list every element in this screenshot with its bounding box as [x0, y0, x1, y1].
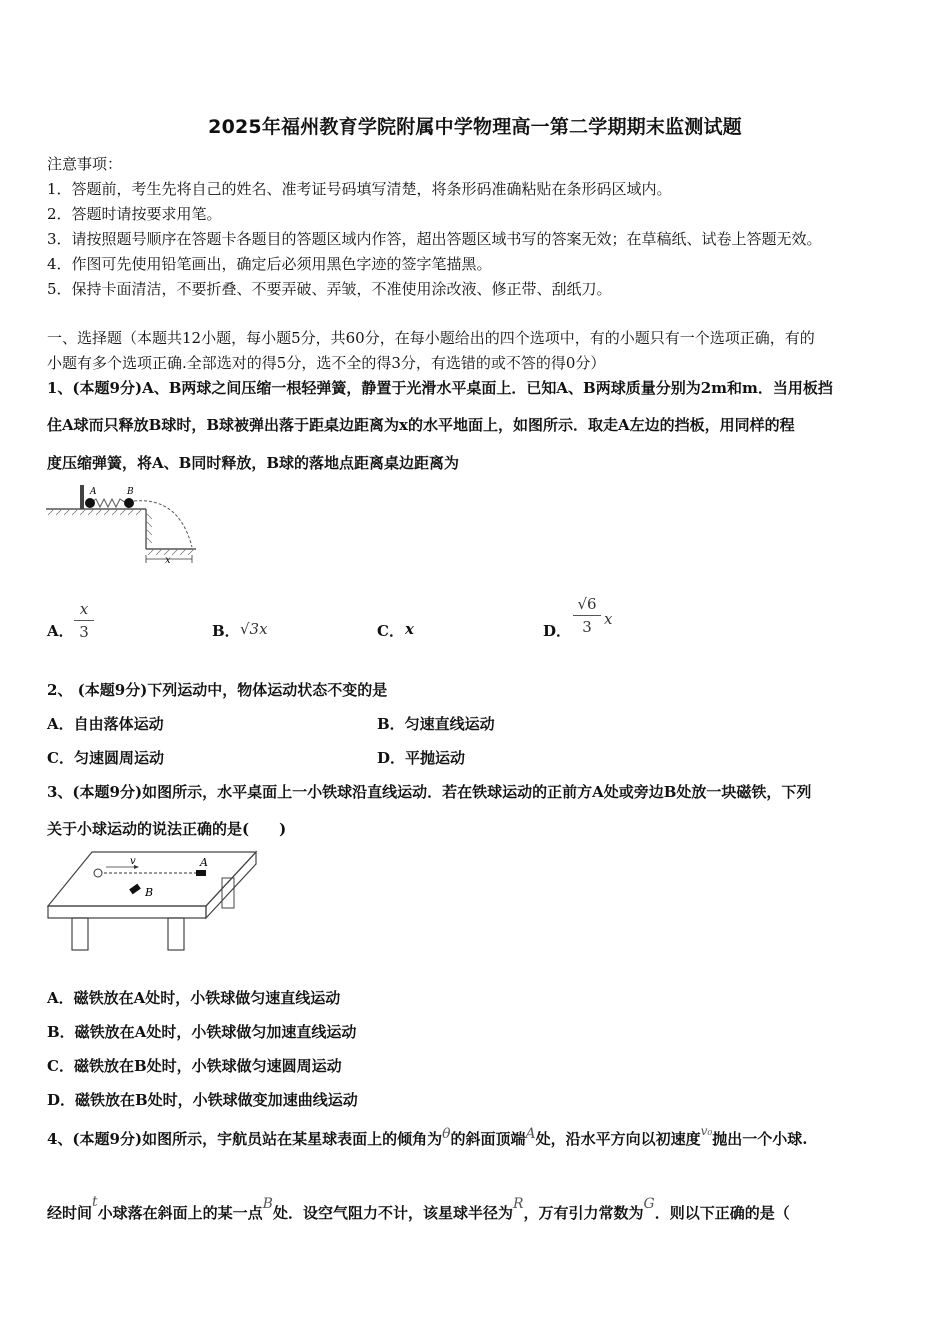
- q1-option-a-fraction: x 3: [74, 600, 94, 641]
- q3-fig-label-b: B: [145, 886, 154, 899]
- notice-item: 4．作图可先使用铅笔画出，确定后必须用黑色字迹的签字笔描黑。: [47, 255, 492, 273]
- q1-option-d-suffix: x: [604, 610, 613, 628]
- q1-option-c-value: x: [405, 620, 414, 638]
- symbol-t: t: [92, 1194, 98, 1210]
- q3-stem: 3、(本题9分)如图所示，水平桌面上一小铁球沿直线运动．若在铁球运动的正前方A处或旁边B处放一块磁铁，下列: [47, 783, 812, 801]
- q1-option-b-value: √3x: [240, 620, 268, 638]
- notice-item: 2．答题时请按要求用笔。: [47, 205, 222, 223]
- q3-option-a: A．磁铁放在A处时，小铁球做匀速直线运动: [47, 989, 341, 1007]
- notice-item: 3．请按照题号顺序在答题卡各题目的答题区域内作答，超出答题区域书写的答案无效；在草稿纸、试卷上答题无效。: [47, 230, 822, 248]
- q1-fig-label-a: A: [90, 487, 97, 497]
- q3-option-d: D．磁铁放在B处时，小铁球做变加速曲线运动: [47, 1091, 358, 1109]
- symbol-r: R: [512, 1196, 524, 1212]
- q4-stem: 4、(本题9分)如图所示，宇航员站在某星球表面上的倾角为θ的斜面顶端A处，沿水平方向以初速度$^{v_0}$抛出一个小球.: [47, 1124, 808, 1148]
- q3-option-c: C．磁铁放在B处时，小铁球做匀速圆周运动: [47, 1057, 342, 1075]
- section-heading-cont: 小题有多个选项正确.全部选对的得5分，选不全的得3分，有选错的或不答的得0分）: [47, 354, 606, 372]
- q1-option-c-label: C．: [377, 622, 404, 640]
- q2-option-c: C．匀速圆周运动: [47, 749, 164, 767]
- q1-stem: 1、(本题9分)A、B两球之间压缩一根轻弹簧，静置于光滑水平桌面上．已知A、B两球质量分别为2m和m．当用板挡: [47, 379, 833, 397]
- notice-heading: 注意事项：: [47, 155, 123, 173]
- q3-stem-cont: 关于小球运动的说法正确的是( ): [47, 820, 287, 838]
- notice-item: 1．答题前，考生先将自己的姓名、准考证号码填写清楚，将条形码准确粘贴在条形码区域内。: [47, 180, 672, 198]
- q1-stem-cont: 住A球而只释放B球时，B球被弹出落于距桌边距离为x的水平地面上，如图所示．取走A左边的挡板，用同样的程: [47, 416, 795, 434]
- q3-option-b: B．磁铁放在A处时，小铁球做匀加速直线运动: [47, 1023, 357, 1041]
- page-title: 2025年福州教育学院附属中学物理高一第二学期期末监测试题: [208, 116, 742, 138]
- symbol-b: B: [262, 1196, 273, 1212]
- section-heading: 一、选择题（本题共12小题，每小题5分，共60分，在每小题给出的四个选项中，有的小题只有一个选项正确，有的: [47, 329, 815, 347]
- q4-stem-cont: 经时间t小球落在斜面上的某一点B处．设空气阻力不计，该星球半径为R，万有引力常数为G．则以下正确的是（: [47, 1194, 790, 1222]
- q3-fig-label-a: A: [200, 856, 208, 869]
- q1-option-d-label: D．: [543, 622, 572, 640]
- q1-stem-cont: 度压缩弹簧，将A、B同时释放，B球的落地点距离桌边距离为: [47, 454, 459, 472]
- notice-item: 5．保持卡面清洁，不要折叠、不要弄破、弄皱，不准使用涂改液、修正带、刮纸刀。: [47, 280, 612, 298]
- q1-option-d-fraction: √6 3: [573, 595, 601, 636]
- q3-fig-label-v: v: [130, 856, 136, 867]
- symbol-v0: v₀: [700, 1124, 713, 1138]
- q2-option-d: D．平抛运动: [377, 749, 466, 767]
- q1-option-a-label: A．: [47, 622, 74, 640]
- q2-option-a: A．自由落体运动: [47, 715, 164, 733]
- q1-figure: [44, 479, 199, 569]
- q3-figure: [44, 848, 264, 953]
- symbol-g: G: [643, 1196, 655, 1212]
- symbol-a: A: [525, 1126, 536, 1142]
- symbol-theta: θ: [442, 1126, 451, 1142]
- q1-fig-label-x: x: [165, 555, 171, 566]
- q2-option-b: B．匀速直线运动: [377, 715, 495, 733]
- q2-stem: 2、 (本题9分)下列运动中，物体运动状态不变的是: [47, 681, 388, 699]
- q1-option-b-label: B．: [212, 622, 240, 640]
- q1-fig-label-b: B: [127, 487, 134, 497]
